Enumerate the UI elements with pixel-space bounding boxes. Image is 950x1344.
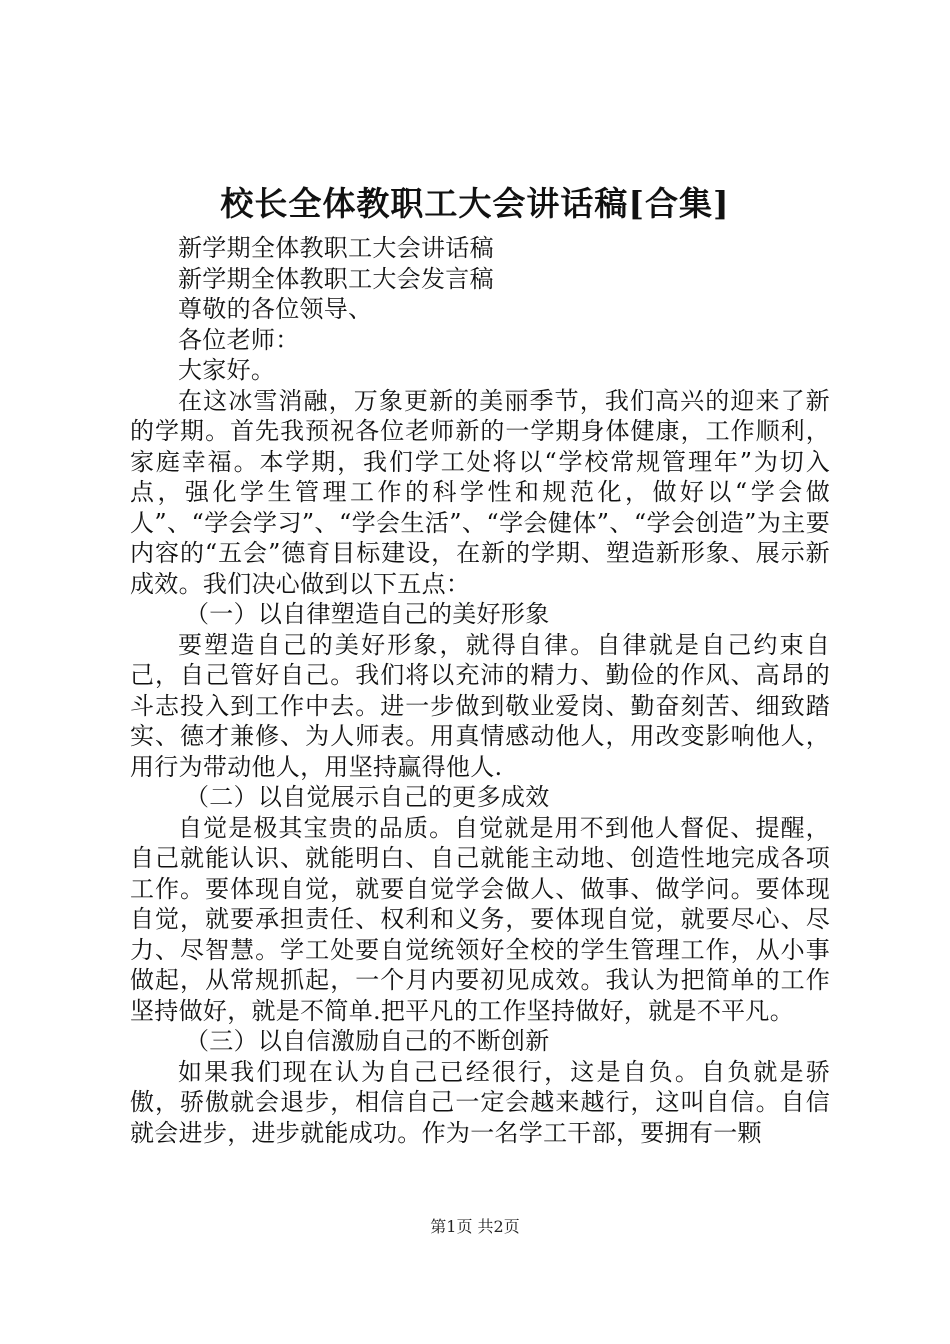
- section-heading-2: （二）以自觉展示自己的更多成效: [185, 783, 550, 811]
- paragraph-section-2: 自觉是极其宝贵的品质。自觉就是用不到他人督促、提醒，自己就能认识、就能明白、自己就能主动地、创造性地完成各项工作。要体现自觉，就要自觉学会做人、做事、做学问。要体现自觉，就要承担责任、权利和义务，要体现自觉，就要尽心、尽力、尽智慧。学工处要自觉统领好全校的学生管理工作，从小事做起，从常规抓起，一个月内要初见成效。我认为把简单的工作坚持做好，就是不简单.把平凡的工作坚持做好，就是不平凡。: [130, 813, 830, 1025]
- paragraph-greeting: 大家好。: [178, 356, 276, 384]
- paragraph-heading-2: 新学期全体教职工大会发言稿: [178, 264, 494, 293]
- paragraph-salutation-1: 尊敬的各位领导、: [178, 295, 373, 323]
- paragraph-section-3: 如果我们现在认为自己已经很行，这是自负。自负就是骄傲，骄傲就会退步，相信自己一定会越来越行，这叫自信。自信就会进步，进步就能成功。作为一名学工干部，要拥有一颗: [130, 1057, 830, 1147]
- section-heading-3: （三）以自信激励自己的不断创新: [185, 1027, 550, 1055]
- paragraph-heading-1: 新学期全体教职工大会讲话稿: [178, 234, 494, 262]
- document-body: [130, 233, 830, 1148]
- paragraph-salutation-2: 各位老师：: [178, 325, 300, 354]
- document-title: 校长全体教职工大会讲话稿[合集]: [220, 184, 730, 223]
- page-footer: 第1页 共2页: [430, 1217, 520, 1236]
- paragraph-intro: 在这冰雪消融，万象更新的美丽季节，我们高兴的迎来了新的学期。首先我预祝各位老师新的一学期身体健康，工作顺利，家庭幸福。本学期，我们学工处将以“学校常规管理年”为切入点，强化学生管理工作的科学性和规范化，做好以“学会做人”、“学会学习”、“学会生活”、“学会健体”、“学会创造”为主要内容的“五会”德育目标建设，在新的学期、塑造新形象、展示新成效。我们决心做到以下五点：: [130, 386, 830, 598]
- section-heading-1: （一）以自律塑造自己的美好形象: [185, 600, 550, 628]
- paragraph-section-1: 要塑造自己的美好形象，就得自律。自律就是自己约束自己，自己管好自己。我们将以充沛的精力、勤俭的作风、高昂的斗志投入到工作中去。进一步做到敬业爱岗、勤奋刻苦、细致踏实、德才兼修、为人师表。用真情感动他人，用改变影响他人，用行为带动他人，用坚持赢得他人.: [130, 630, 830, 781]
